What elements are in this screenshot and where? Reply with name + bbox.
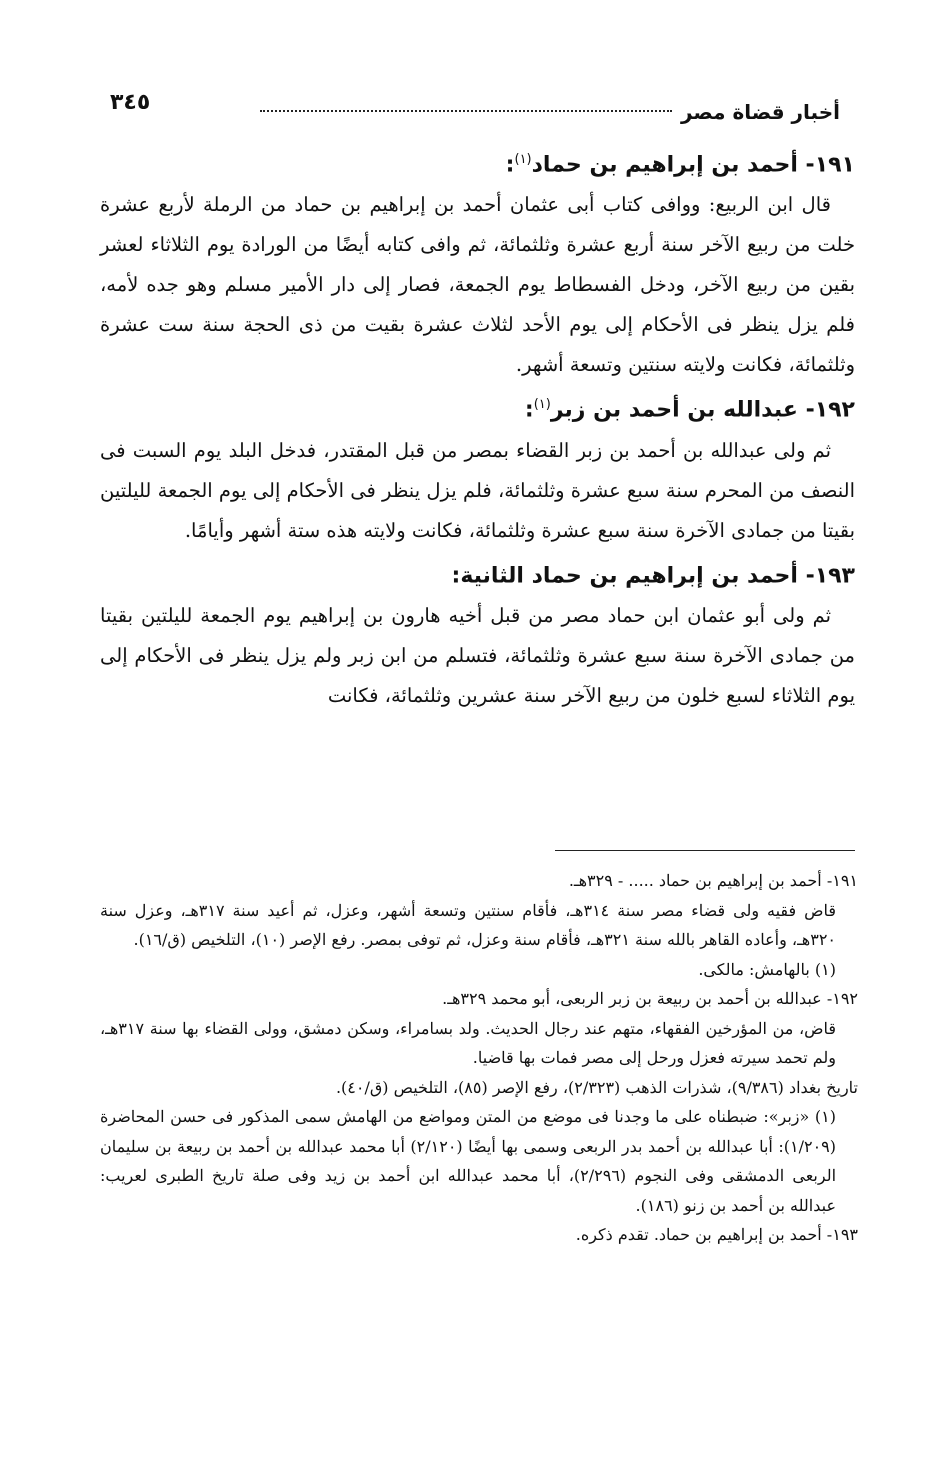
footnote: ١٩٢- عبدالله بن أحمد بن ربيعة بن زبر الربعى، أبو محمد ٣٢٩هـ. <box>442 989 858 1008</box>
entry-heading-191 <box>100 140 855 185</box>
footnote: قاض، من المؤرخين الفقهاء، متهم عند رجال الحديث. ولد بسامراء، وسكن دمشق، وولى القضاء بها سنة ٣١٧هـ، ولم تحمد سيرته فعزل ورحل إلى مصر فمات بها قاضيا. <box>100 1018 836 1067</box>
footnotes <box>100 866 858 1250</box>
entry-paragraph-191: قال ابن الربيع: ووافى كتاب أبى عثمان أحمد بن إبراهيم بن حماد من الرملة لأربع عشرة خلت من ربيع الآخر سنة أربع عشرة وثلثمائة، ثم وافى كتابه أيضًا من الورادة يوم الثلاثاء لعشر بقين من ربيع الآخر، ودخل الفسطاط يوم الجمعة، فصار إلى دار الأمير مسلم وهو جده لأمه، فلم يزل ينظر فى الأحكام إلى يوم الأحد لثلاث عشرة بقيت من ذى الحجة سنة ست عشرة وثلثمائة، فكانت ولايته سنتين وتسعة أشهر. <box>100 193 855 377</box>
footnote: (١) بالهامش: مالكى. <box>698 959 836 979</box>
footnote: ١٩٣- أحمد بن إبراهيم بن حماد. تقدم ذكره. <box>575 1225 858 1244</box>
heading-text: ١٩١- أحمد بن إبراهيم بن حماد <box>531 152 855 178</box>
running-head <box>110 88 840 128</box>
heading-text: ١٩٣- أحمد بن إبراهيم بن حماد الثانية <box>460 562 855 588</box>
footnote-marker: (١) <box>514 152 532 167</box>
entry-paragraph-192: ثم ولى عبدالله بن أحمد بن زبر القضاء بمصر من قبل المقتدر، فدخل البلد يوم السبت فى النصف من المحرم سنة سبع عشرة وثلثمائة، فلم يزل ينظر فى الأحكام إلى يوم الجمعة لليلتين بقيتا من جمادى الآخرة سنة سبع عشرة وثلثمائة، فكانت ولايته هذه ستة أشهر وأيامًا. <box>100 438 855 542</box>
page-number: ٣٤٥ <box>110 90 151 115</box>
main-text <box>100 140 855 716</box>
entry-heading-192 <box>100 385 855 430</box>
leader-dots <box>260 102 672 112</box>
heading-colon: : <box>524 397 534 423</box>
footnote: ١٩١- أحمد بن إبراهيم بن حماد ..... - ٣٢٩هـ. <box>568 871 858 890</box>
heading-text: ١٩٢- عبدالله بن أحمد بن زبر <box>550 397 855 423</box>
heading-colon: : <box>451 562 461 588</box>
footnote: تاريخ بغداد (٩/٣٨٦)، شذرات الذهب (٢/٣٢٣)، رفع الإصر (٨٥)، التلخيص (ق/٤٠). <box>335 1077 858 1097</box>
footnote: (١) «زبر»: ضبطناه على ما وجدنا فى موضع من المتن ومواضع من الهامش سمى المذكور فى حسن المحاضرة (١/٢٠٩): أبا عبدالله بن أحمد بدر الربعى وسمى بها أيضًا (٢/١٢٠) أبا محمد عبدالله بن أحمد بن ربيعة بن سليمان الربعى الدمشقى وفى النجوم (٢/٢٩٦)، أبا محمد عبدالله ابن أحمد بن زيد وفى صلة تاريخ الطبرى لعريب: عبدالله بن أحمد بن زنو (١٨٦). <box>100 1107 837 1215</box>
entry-paragraph-193: ثم ولى أبو عثمان ابن حماد مصر من قبل أخيه هارون بن إبراهيم يوم الجمعة لليلتين بقيتا من جمادى الآخرة سنة سبع عشرة وثلثمائة، فتسلم من ابن زبر ولم يزل ينظر فى الأحكام إلى يوم الثلاثاء لسبع خلون من ربيع الآخر سنة عشرين وثلثمائة، فكانت <box>100 603 855 707</box>
entry-heading-193 <box>100 551 855 596</box>
footnote-separator <box>555 850 855 851</box>
running-title: أخبار قضاة مصر <box>680 100 840 124</box>
footnote-marker: (١) <box>533 397 551 413</box>
footnote: قاض فقيه ولى قضاء مصر سنة ٣١٤هـ، فأقام سنتين وتسعة أشهر، وعزل، ثم أعيد سنة ٣١٧هـ، وعزل سنة ٣٢٠هـ، وأعاده القاهر بالله سنة ٣٢١هـ، فأقام سنة وعزل، ثم توفى بمصر. رفع الإصر (١٠)، التلخيص (ق/١٦). <box>100 900 836 949</box>
heading-colon: : <box>505 152 515 178</box>
